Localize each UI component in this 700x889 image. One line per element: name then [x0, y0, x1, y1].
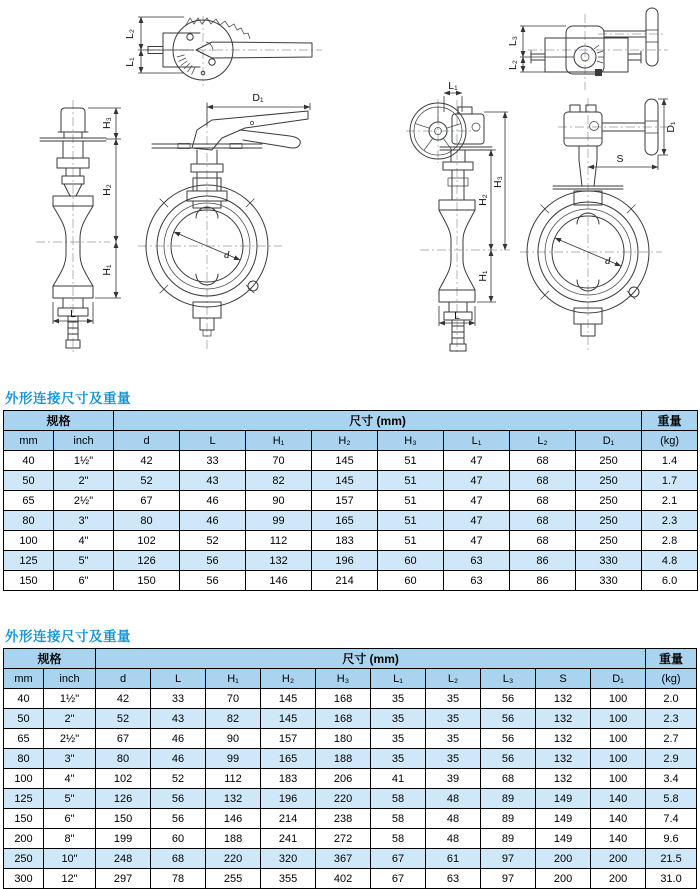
cell: 102	[114, 531, 180, 551]
cell: 100	[591, 729, 646, 749]
table-row	[4, 869, 697, 889]
cell: 330	[576, 571, 642, 591]
cell: 9.6	[646, 829, 697, 849]
cell: 67	[114, 491, 180, 511]
cell: 40	[4, 689, 44, 709]
cell: 149	[536, 809, 591, 829]
bore-label-d2: d	[605, 255, 611, 267]
cell: 200	[4, 829, 44, 849]
cell: 196	[312, 551, 378, 571]
cell: 60	[378, 571, 444, 591]
cell: 241	[261, 829, 316, 849]
cell: 188	[316, 749, 371, 769]
cell: 97	[481, 869, 536, 889]
cell: 35	[426, 689, 481, 709]
gear-valve-front-view	[406, 80, 510, 352]
cell: 56	[481, 709, 536, 729]
cell: 250	[576, 511, 642, 531]
dim-label-h2b: H₂	[477, 194, 489, 206]
cell: 47	[444, 511, 510, 531]
cell: 6"	[54, 571, 114, 591]
valve-drawings	[0, 0, 700, 383]
cell: 48	[426, 809, 481, 829]
cell: 3.4	[646, 769, 697, 789]
cell: 112	[246, 531, 312, 551]
cell: 100	[591, 769, 646, 789]
column-header: H₃	[378, 431, 444, 451]
cell: 35	[426, 709, 481, 729]
cell: 47	[444, 451, 510, 471]
header-size: 尺寸 (mm)	[96, 649, 646, 669]
column-header: S	[536, 669, 591, 689]
cell: 145	[312, 451, 378, 471]
cell: 10"	[44, 849, 96, 869]
cell: 56	[151, 809, 206, 829]
cell: 51	[378, 531, 444, 551]
cell: 200	[536, 849, 591, 869]
cell: 220	[316, 789, 371, 809]
table-row	[4, 849, 697, 869]
cell: 70	[206, 689, 261, 709]
cell: 80	[114, 511, 180, 531]
cell: 56	[180, 571, 246, 591]
cell: 42	[114, 451, 180, 471]
cell: 272	[316, 829, 371, 849]
table-row	[4, 491, 698, 511]
cell: 35	[371, 689, 426, 709]
cell: 68	[481, 769, 536, 789]
cell: 33	[151, 689, 206, 709]
column-header: L₁	[371, 669, 426, 689]
table-row	[4, 709, 697, 729]
dim-label-l2: L₂	[124, 29, 136, 39]
column-header: H₁	[206, 669, 261, 689]
cell: 220	[206, 849, 261, 869]
dim-label-d1: D₁	[252, 92, 264, 104]
cell: 97	[481, 849, 536, 869]
cell: 6"	[44, 809, 96, 829]
cell: 132	[246, 551, 312, 571]
cell: 4.8	[642, 551, 698, 571]
cell: 21.5	[646, 849, 697, 869]
cell: 126	[114, 551, 180, 571]
cell: 50	[4, 709, 44, 729]
cell: 1½"	[44, 689, 96, 709]
cell: 402	[316, 869, 371, 889]
cell: 51	[378, 491, 444, 511]
cell: 86	[510, 571, 576, 591]
cell: 2.9	[646, 749, 697, 769]
table-row	[4, 511, 698, 531]
cell: 188	[206, 829, 261, 849]
cell: 250	[576, 491, 642, 511]
table-row	[4, 789, 697, 809]
cell: 8"	[44, 829, 96, 849]
column-header: L	[151, 669, 206, 689]
table-row	[4, 729, 697, 749]
cell: 35	[371, 749, 426, 769]
cell: 200	[536, 869, 591, 889]
cell: 140	[591, 809, 646, 829]
gear-valve-side-view	[520, 98, 677, 352]
dim-label-s: S	[616, 153, 624, 165]
cell: 46	[180, 491, 246, 511]
cell: 300	[4, 869, 44, 889]
cell: 2.8	[642, 531, 698, 551]
cell: 67	[96, 729, 151, 749]
cell: 61	[426, 849, 481, 869]
cell: 196	[261, 789, 316, 809]
table2-header	[4, 649, 697, 689]
cell: 102	[96, 769, 151, 789]
cell: 89	[481, 789, 536, 809]
cell: 68	[510, 531, 576, 551]
cell: 2.1	[642, 491, 698, 511]
dim-label-d1b: D₁	[665, 121, 677, 133]
cell: 132	[536, 749, 591, 769]
table2-body	[4, 689, 697, 889]
cell: 33	[180, 451, 246, 471]
table1-body	[4, 451, 698, 591]
cell: 149	[536, 829, 591, 849]
header-spec: 规格	[4, 411, 114, 431]
cell: 52	[114, 471, 180, 491]
cell: 145	[261, 689, 316, 709]
cell: 3"	[54, 511, 114, 531]
cell: 52	[96, 709, 151, 729]
cell: 68	[510, 471, 576, 491]
cell: 140	[591, 789, 646, 809]
column-header: d	[96, 669, 151, 689]
cell: 145	[312, 471, 378, 491]
cell: 145	[261, 709, 316, 729]
cell: 48	[426, 789, 481, 809]
cell: 206	[316, 769, 371, 789]
header-size: 尺寸 (mm)	[114, 411, 642, 431]
cell: 60	[151, 829, 206, 849]
dimensions-table-lever	[3, 410, 698, 591]
table2-title: 外形连接尺寸及重量	[5, 629, 131, 644]
table-row	[4, 829, 697, 849]
cell: 70	[246, 451, 312, 471]
dim-label-l2b: L₂	[507, 60, 519, 70]
dim-label-l1: L₁	[124, 57, 136, 67]
column-header: H₃	[316, 669, 371, 689]
cell: 51	[378, 451, 444, 471]
cell: 65	[4, 491, 54, 511]
table1-header	[4, 411, 698, 451]
cell: 146	[246, 571, 312, 591]
cell: 255	[206, 869, 261, 889]
table-row	[4, 551, 698, 571]
cell: 56	[481, 689, 536, 709]
dim-label-h1: H₁	[101, 264, 113, 276]
cell: 47	[444, 491, 510, 511]
column-header: L₁	[444, 431, 510, 451]
cell: 250	[4, 849, 44, 869]
cell: 180	[316, 729, 371, 749]
cell: 150	[4, 809, 44, 829]
header-weight: 重量	[646, 649, 697, 669]
dim-label-h3b: H₃	[492, 176, 504, 188]
lever-valve-top-view	[124, 16, 322, 86]
cell: 183	[261, 769, 316, 789]
cell: 150	[114, 571, 180, 591]
cell: 89	[481, 809, 536, 829]
cell: 4"	[44, 769, 96, 789]
cell: 82	[206, 709, 261, 729]
cell: 126	[96, 789, 151, 809]
cell: 58	[371, 789, 426, 809]
cell: 58	[371, 829, 426, 849]
cell: 2.3	[646, 709, 697, 729]
cell: 250	[576, 531, 642, 551]
table-row	[4, 749, 697, 769]
cell: 140	[591, 829, 646, 849]
table-row	[4, 769, 697, 789]
cell: 214	[312, 571, 378, 591]
cell: 78	[151, 869, 206, 889]
cell: 165	[261, 749, 316, 769]
cell: 5"	[54, 551, 114, 571]
column-header: inch	[54, 431, 114, 451]
cell: 82	[246, 471, 312, 491]
cell: 149	[536, 789, 591, 809]
table-row	[4, 809, 697, 829]
cell: 39	[426, 769, 481, 789]
cell: 157	[261, 729, 316, 749]
cell: 41	[371, 769, 426, 789]
cell: 63	[426, 869, 481, 889]
column-header: d	[114, 431, 180, 451]
dim-label-l1b: L₁	[448, 80, 458, 92]
cell: 132	[536, 689, 591, 709]
column-header: (kg)	[646, 669, 697, 689]
cell: 35	[371, 729, 426, 749]
cell: 65	[4, 729, 44, 749]
cell: 3"	[44, 749, 96, 769]
column-header: mm	[4, 669, 44, 689]
table-row	[4, 531, 698, 551]
dim-label-l3: L₃	[507, 35, 519, 47]
column-header: D₁	[591, 669, 646, 689]
header-spec: 规格	[4, 649, 96, 669]
cell: 48	[426, 829, 481, 849]
cell: 4"	[54, 531, 114, 551]
column-header: inch	[44, 669, 96, 689]
cell: 100	[4, 769, 44, 789]
cell: 68	[510, 491, 576, 511]
cell: 112	[206, 769, 261, 789]
cell: 330	[576, 551, 642, 571]
lever-valve-front-view	[138, 92, 310, 350]
cell: 56	[151, 789, 206, 809]
table-row	[4, 471, 698, 491]
cell: 297	[96, 869, 151, 889]
cell: 5"	[44, 789, 96, 809]
cell: 80	[4, 749, 44, 769]
cell: 12"	[44, 869, 96, 889]
cell: 2.0	[646, 689, 697, 709]
table-row	[4, 451, 698, 471]
cell: 68	[510, 451, 576, 471]
cell: 89	[481, 829, 536, 849]
cell: 56	[481, 729, 536, 749]
cell: 250	[576, 471, 642, 491]
cell: 320	[261, 849, 316, 869]
lever-valve-side-view	[36, 100, 121, 352]
cell: 1.7	[642, 471, 698, 491]
cell: 1.4	[642, 451, 698, 471]
dim-label-l: L	[70, 308, 76, 320]
header-weight: 重量	[642, 411, 698, 431]
bore-label-d: d	[224, 249, 230, 261]
column-header: L	[180, 431, 246, 451]
cell: 100	[591, 689, 646, 709]
cell: 63	[444, 571, 510, 591]
cell: 35	[426, 729, 481, 749]
column-header: H₂	[261, 669, 316, 689]
cell: 50	[4, 471, 54, 491]
cell: 86	[510, 551, 576, 571]
cell: 199	[96, 829, 151, 849]
cell: 150	[96, 809, 151, 829]
column-header: L₂	[426, 669, 481, 689]
cell: 168	[316, 709, 371, 729]
cell: 46	[151, 749, 206, 769]
cell: 31.0	[646, 869, 697, 889]
cell: 90	[206, 729, 261, 749]
dim-label-lb: L	[454, 310, 460, 322]
cell: 165	[312, 511, 378, 531]
column-header: L₂	[510, 431, 576, 451]
cell: 2"	[54, 471, 114, 491]
cell: 99	[206, 749, 261, 769]
cell: 99	[246, 511, 312, 531]
cell: 132	[536, 769, 591, 789]
cell: 43	[151, 709, 206, 729]
cell: 2.7	[646, 729, 697, 749]
cell: 5.8	[646, 789, 697, 809]
cell: 238	[316, 809, 371, 829]
cell: 150	[4, 571, 54, 591]
cell: 100	[4, 531, 54, 551]
cell: 200	[591, 869, 646, 889]
cell: 35	[426, 749, 481, 769]
cell: 46	[151, 729, 206, 749]
cell: 248	[96, 849, 151, 869]
cell: 51	[378, 471, 444, 491]
cell: 80	[4, 511, 54, 531]
cell: 35	[371, 709, 426, 729]
cell: 67	[371, 849, 426, 869]
cell: 100	[591, 709, 646, 729]
cell: 60	[378, 551, 444, 571]
cell: 47	[444, 531, 510, 551]
cell: 2.3	[642, 511, 698, 531]
column-header: (kg)	[642, 431, 698, 451]
column-header: mm	[4, 431, 54, 451]
gear-valve-top-view	[507, 8, 668, 90]
cell: 168	[316, 689, 371, 709]
cell: 43	[180, 471, 246, 491]
cell: 367	[316, 849, 371, 869]
column-header: H₁	[246, 431, 312, 451]
cell: 250	[576, 451, 642, 471]
cell: 125	[4, 551, 54, 571]
cell: 42	[96, 689, 151, 709]
dim-label-h3: H₃	[101, 117, 113, 129]
cell: 46	[180, 511, 246, 531]
cell: 56	[180, 551, 246, 571]
cell: 40	[4, 451, 54, 471]
table-row	[4, 689, 697, 709]
cell: 51	[378, 511, 444, 531]
cell: 56	[481, 749, 536, 769]
column-header: D₁	[576, 431, 642, 451]
cell: 146	[206, 809, 261, 829]
cell: 7.4	[646, 809, 697, 829]
cell: 63	[444, 551, 510, 571]
dimensions-table-gear	[3, 648, 697, 889]
cell: 132	[536, 709, 591, 729]
cell: 355	[261, 869, 316, 889]
dim-label-h1b: H₁	[477, 270, 489, 282]
table1-title: 外形连接尺寸及重量	[5, 391, 131, 406]
cell: 2½"	[54, 491, 114, 511]
cell: 132	[536, 729, 591, 749]
cell: 6.0	[642, 571, 698, 591]
cell: 68	[151, 849, 206, 869]
cell: 125	[4, 789, 44, 809]
cell: 2½"	[44, 729, 96, 749]
cell: 90	[246, 491, 312, 511]
cell: 47	[444, 471, 510, 491]
dim-label-h2: H₂	[101, 184, 113, 196]
cell: 100	[591, 749, 646, 769]
cell: 67	[371, 869, 426, 889]
cell: 52	[180, 531, 246, 551]
column-header: L₃	[481, 669, 536, 689]
cell: 68	[510, 511, 576, 531]
cell: 214	[261, 809, 316, 829]
cell: 200	[591, 849, 646, 869]
cell: 157	[312, 491, 378, 511]
cell: 1½"	[54, 451, 114, 471]
cell: 2"	[44, 709, 96, 729]
table-row	[4, 571, 698, 591]
column-header: H₂	[312, 431, 378, 451]
cell: 58	[371, 809, 426, 829]
cell: 80	[96, 749, 151, 769]
cell: 52	[151, 769, 206, 789]
cell: 132	[206, 789, 261, 809]
cell: 183	[312, 531, 378, 551]
